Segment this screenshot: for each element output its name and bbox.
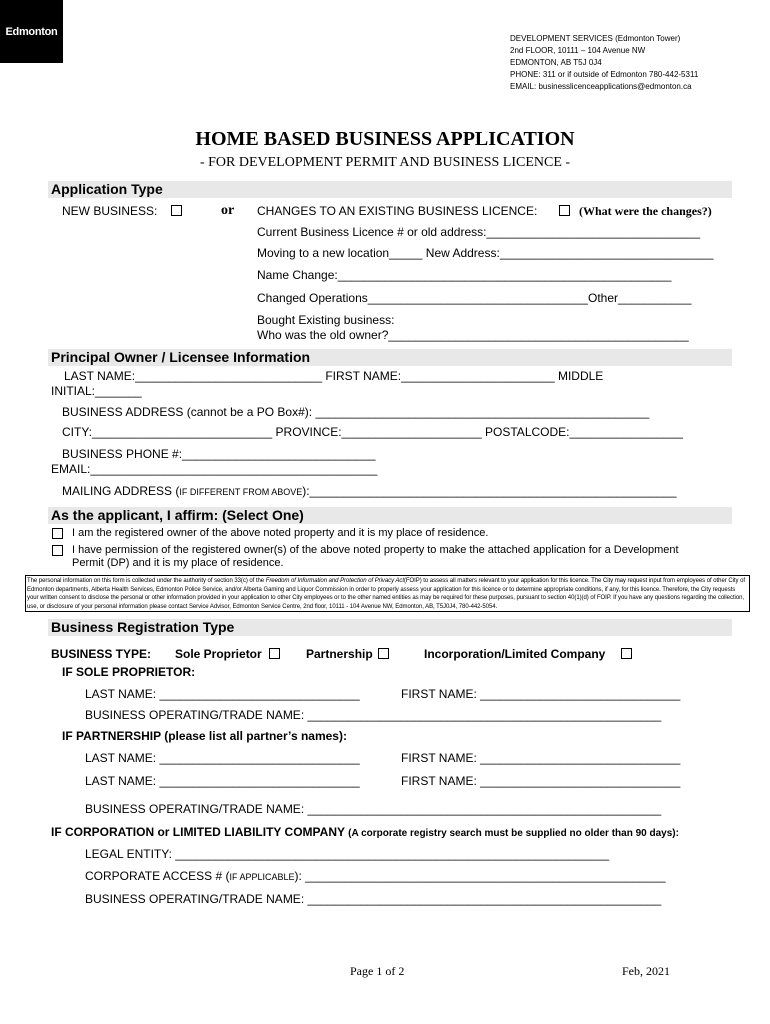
if-corporation-heading: IF CORPORATION or LIMITED LIABILITY COMPANY (A corporate registry search must be supplied no older than 90 days): (51, 825, 679, 839)
edmonton-logo: Edmonton (0, 0, 63, 63)
sole-proprietor-checkbox[interactable] (269, 648, 280, 659)
page-title: HOME BASED BUSINESS APPLICATION (195, 128, 575, 150)
corporation-checkbox[interactable] (621, 648, 632, 659)
partner1-first-name-field[interactable]: FIRST NAME: ______________________________ (401, 751, 681, 765)
affirm-permission-label-cont: Permit (DP) and it is my place of residence. (72, 557, 284, 569)
name-change-field[interactable]: Name Change:__________________________________________________ (257, 268, 672, 282)
business-address-field[interactable]: BUSINESS ADDRESS (cannot be a PO Box#): __________________________________________________ (62, 405, 650, 419)
header-address-line: DEVELOPMENT SERVICES (Edmonton Tower) (510, 34, 681, 43)
header-address-line: 2nd FLOOR, 10111 – 104 Avenue NW (510, 46, 646, 55)
section-owner (48, 349, 732, 366)
if-sole-heading: IF SOLE PROPRIETOR: (62, 665, 196, 679)
affirm-permission-label: I have permission of the registered owner(s) of the above noted property to make the attached application for a Development (72, 544, 679, 556)
section-application-type (48, 181, 732, 198)
corporate-access-field[interactable]: CORPORATE ACCESS # (IF APPLICABLE): ______________________________________________________ (85, 869, 666, 883)
changed-operations-field[interactable]: Changed Operations_________________________________Other___________ (257, 291, 692, 305)
sole-last-name-field[interactable]: LAST NAME: ______________________________ (85, 687, 360, 701)
owner-name-field[interactable]: LAST NAME:____________________________ FIRST NAME:_______________________ MIDDLE (64, 369, 604, 383)
mailing-address-field[interactable]: MAILING ADDRESS (IF DIFFERENT FROM ABOVE):_______________________________________________________ (62, 484, 677, 498)
header-address-line: PHONE: 311 or if outside of Edmonton 780-442-5311 (510, 70, 699, 79)
revision-date: Feb, 2021 (622, 964, 670, 978)
partner2-first-name-field[interactable]: FIRST NAME: ______________________________ (401, 774, 681, 788)
affirm-owner-checkbox[interactable] (52, 528, 63, 539)
section-registration (48, 619, 732, 636)
if-partnership-heading: IF PARTNERSHIP (please list all partner’s names): (62, 729, 347, 743)
section-affirm (48, 507, 732, 524)
new-address-field[interactable]: Moving to a new location_____ New Address:________________________________ (257, 246, 714, 260)
section-heading: Business Registration Type (51, 619, 235, 635)
legal-entity-field[interactable]: LEGAL ENTITY: _________________________________________________________________ (85, 847, 610, 861)
business-type-label: BUSINESS TYPE: (51, 647, 152, 661)
page-number: Page 1 of 2 (350, 964, 405, 978)
partnership-trade-name-field[interactable]: BUSINESS OPERATING/TRADE NAME: _____________________________________________________ (85, 802, 662, 816)
changes-checkbox[interactable] (559, 205, 570, 216)
page-subtitle: - FOR DEVELOPMENT PERMIT AND BUSINESS LICENCE - (199, 155, 571, 170)
current-licence-field[interactable]: Current Business Licence # or old address:________________________________ (257, 225, 701, 239)
owner-initial-field[interactable]: INITIAL:_______ (51, 384, 142, 398)
new-business-label: NEW BUSINESS: (62, 204, 158, 218)
corporate-trade-name-field[interactable]: BUSINESS OPERATING/TRADE NAME: _____________________________________________________ (85, 892, 662, 906)
sole-trade-name-field[interactable]: BUSINESS OPERATING/TRADE NAME: _____________________________________________________ (85, 708, 662, 722)
section-heading: Application Type (51, 181, 163, 197)
affirm-permission-checkbox[interactable] (52, 545, 63, 556)
new-business-checkbox[interactable] (171, 205, 182, 216)
partner2-last-name-field[interactable]: LAST NAME: ______________________________ (85, 774, 360, 788)
partnership-checkbox[interactable] (378, 648, 389, 659)
sole-proprietor-label: Sole Proprietor (175, 647, 262, 661)
changes-label: CHANGES TO AN EXISTING BUSINESS LICENCE: (257, 204, 538, 218)
affirm-owner-label: I am the registered owner of the above noted property and it is my place of residence. (72, 527, 489, 539)
sole-first-name-field[interactable]: FIRST NAME: ______________________________ (401, 687, 681, 701)
partner1-last-name-field[interactable]: LAST NAME: ______________________________ (85, 751, 360, 765)
partnership-label: Partnership (306, 647, 373, 661)
corporation-label: Incorporation/Limited Company (424, 647, 606, 661)
header-address-line: EDMONTON, AB T5J 0J4 (510, 58, 602, 67)
business-phone-field[interactable]: BUSINESS PHONE #:_____________________________ (62, 447, 376, 461)
or-label: or (221, 203, 235, 218)
section-heading: As the applicant, I affirm: (Select One) (51, 507, 304, 523)
section-heading: Principal Owner / Licensee Information (51, 349, 311, 365)
old-owner-field[interactable]: Who was the old owner?_____________________________________________ (257, 328, 689, 342)
what-changes-label: (What were the changes?) (579, 204, 712, 218)
email-field[interactable]: EMAIL:___________________________________________ (51, 462, 378, 476)
bought-business-label: Bought Existing business: (257, 313, 395, 327)
city-province-postal-field[interactable]: CITY:___________________________ PROVINCE:_____________________ POSTALCODE:_________________ (62, 425, 683, 439)
privacy-notice: The personal information on this form is collected under the authority of section 33(c) of the Freedom of Information and Protection of Privacy Act(FOIP) to assess all matters relevant to your application for this licence. The City may request input from employees of other City of Edmonton departments, Alberta Health Services, Edmonton Police Service, and/or Alberta Gaming and Liquor Commission in order to properly assess your application for this licence or to determine appropriate conditions, if any, for this licence. Therefore, the City requests your written consent to disclose the personal or other information provided in your application to other City employees or to the other named entities as may be required for these purposes, pursuant to section 40(1)(d) of FOIP. If you have any questions regarding the collection, use, or disclosure of your personal information please contact Service Advisor, Edmonton Service Centre, 2nd floor, 10111 - 104 Avenue NW, Edmonton, AB, T5J0J4, 780-442-5054. (27, 578, 745, 610)
header-address-line: EMAIL: businesslicenceapplications@edmonton.ca (510, 82, 692, 91)
